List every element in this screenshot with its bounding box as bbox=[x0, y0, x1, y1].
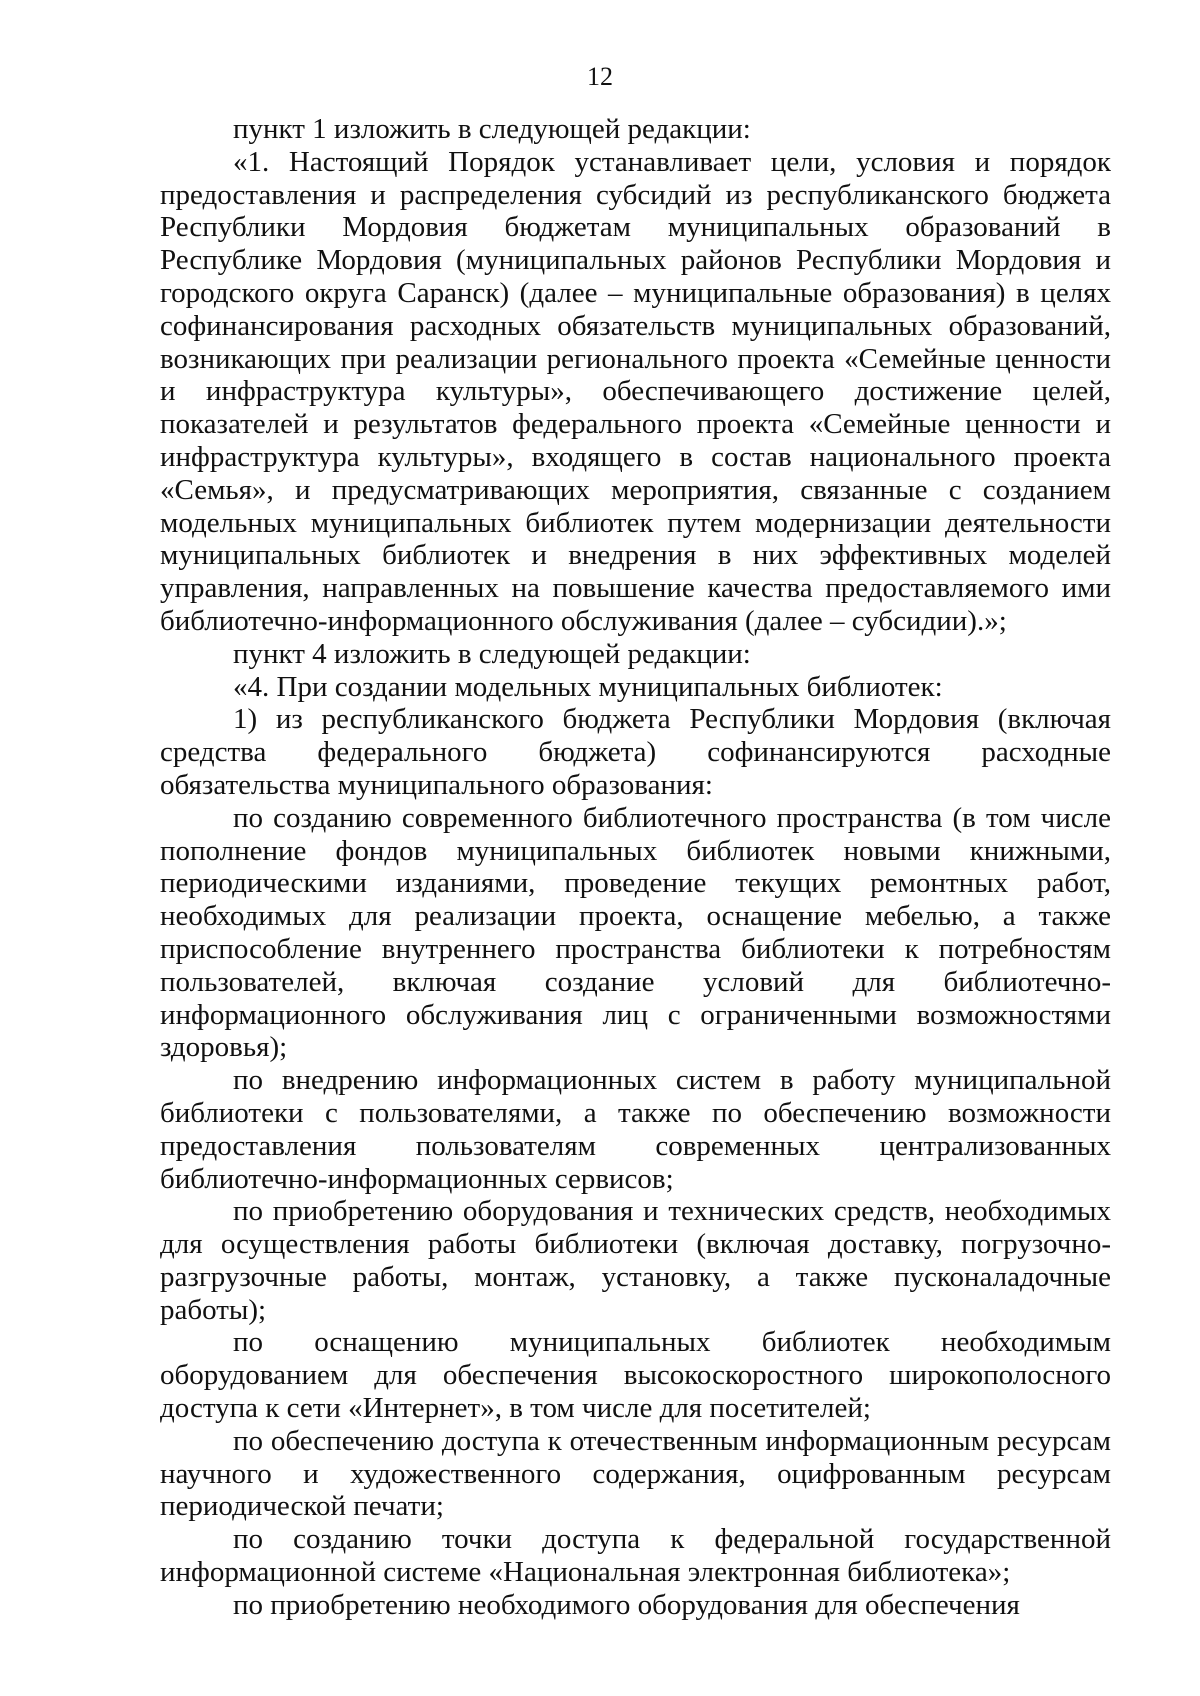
paragraph-last-line: по приобретению необходимого оборудования для обеспечения bbox=[233, 1588, 1020, 1621]
paragraph-information-systems: по внедрению информационных систем в работу муниципальной библиотеки с пользователями, а также по обеспечению возможности предоставления пользователям современных централизованных библиотечно-информационных сервисов; bbox=[160, 1064, 1111, 1195]
paragraph-information-resources: по обеспечению доступа к отечественным информационным ресурсам научного и художественного содержания, оцифрованным ресурсам периодической печати; bbox=[160, 1424, 1111, 1523]
paragraph-item-1-text: «1. Настоящий Порядок устанавливает цели, условия и порядок предоставления и распределения субсидий из республиканского бюджета Республики Мордовия бюджетам муниципальных образований в Республике Мордовия (муниципальных районов Республики Мордовия и городского округа Саранск) (далее – муниципальные образования) в целях софинансирования расходных обязательств муниципальных образований, возникающих при реализации регионального проекта «Семейные ценности и инфраструктура культуры», обеспечивающего достижение целей, показателей и результатов федерального проекта «Семейные ценности и инфраструктура культуры», входящего в состав национального проекта «Семья», и предусматривающих мероприятия, связанные с созданием модельных муниципальных библиотек путем модернизации деятельности муниципальных библиотек и внедрения в них эффективных моделей управления, направленных на повышение качества предоставляемого ими библиотечно-информационного обслуживания (далее – субсидии).»; bbox=[160, 145, 1111, 637]
paragraph-neb-access-point: по созданию точки доступа к федеральной государственной информационной системе «Национальная электронная библиотека»; bbox=[160, 1523, 1111, 1589]
paragraph-subitem-1: 1) из республиканского бюджета Республики Мордовия (включая средства федерального бюджета) софинансируются расходные обязательства муниципального образования: bbox=[160, 703, 1111, 801]
document-body bbox=[160, 113, 1111, 1622]
paragraph-item-4-heading: пункт 4 изложить в следующей редакции: bbox=[233, 637, 751, 670]
paragraph-library-space: по созданию современного библиотечного пространства (в том числе пополнение фондов муниципальных библиотек новыми книжными, периодическими изданиями, проведение текущих ремонтных работ, необходимых для реализации проекта, оснащение мебелью, а также приспособление внутреннего пространства библиотеки к потребностям пользователей, включая создание условий для библиотечно-информационного обслуживания лиц с ограниченными возможностями здоровья); bbox=[160, 801, 1111, 1064]
paragraph-item-4-intro: «4. При создании модельных муниципальных библиотек: bbox=[233, 670, 943, 703]
paragraph-internet-access: по оснащению муниципальных библиотек необходимым оборудованием для обеспечения высокоскоростного широкополосного доступа к сети «Интернет», в том числе для посетителей; bbox=[160, 1326, 1111, 1425]
paragraph-equipment: по приобретению оборудования и технических средств, необходимых для осуществления работы библиотеки (включая доставку, погрузочно-разгрузочные работы, монтаж, установку, а также пусконаладочные работы); bbox=[160, 1195, 1111, 1326]
page-number: 12 bbox=[587, 62, 613, 91]
paragraph-item-1-heading: пункт 1 изложить в следующей редакции: bbox=[233, 113, 751, 145]
